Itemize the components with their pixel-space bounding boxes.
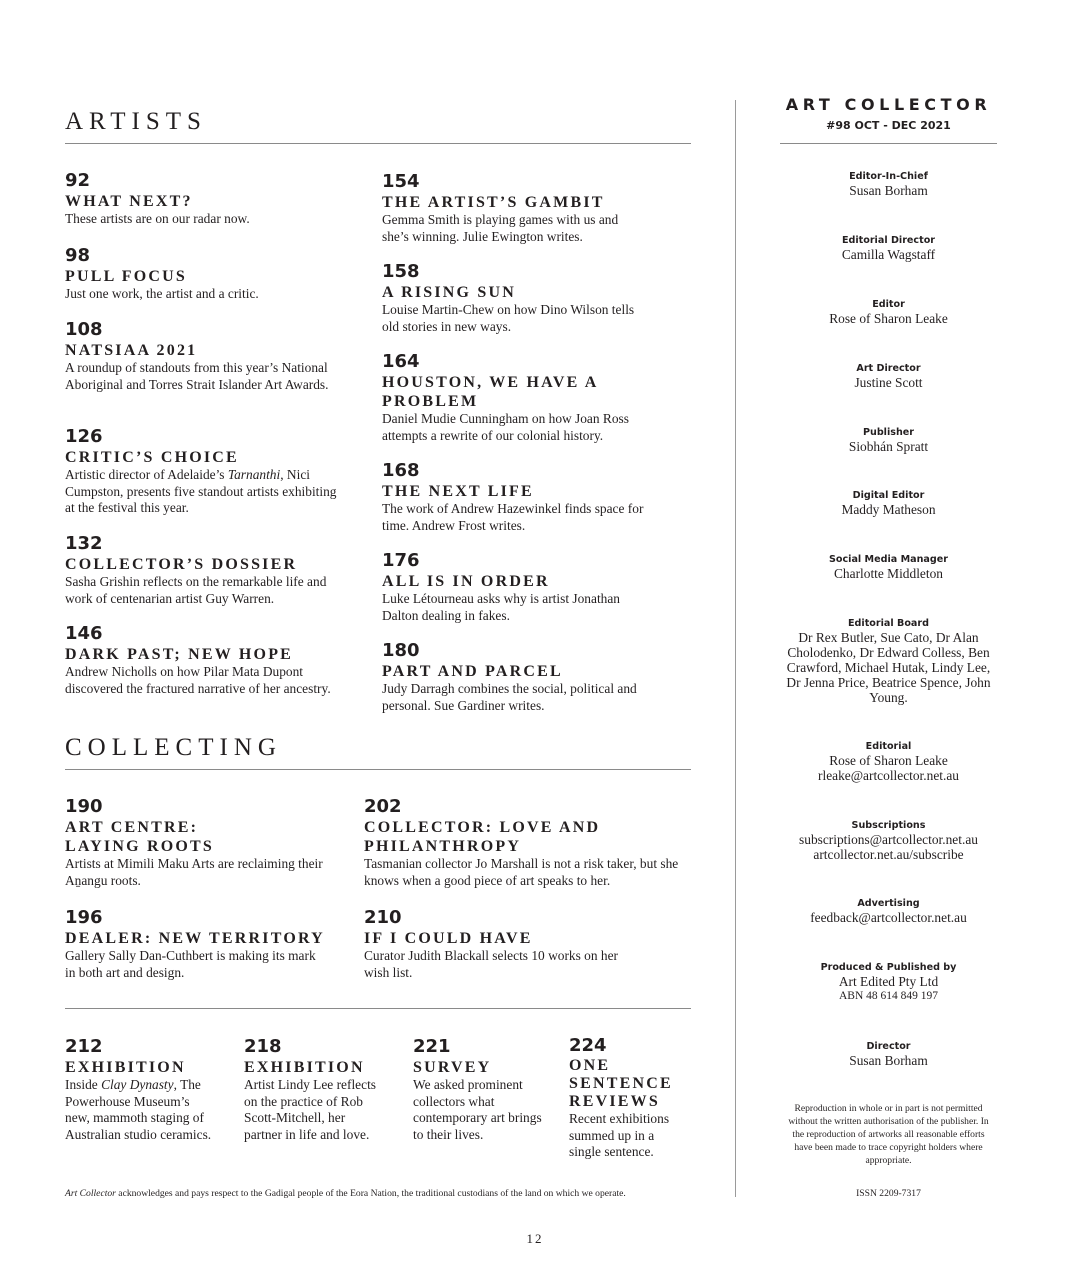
credit-value: Charlotte Middleton bbox=[834, 566, 943, 581]
page-number-footer: 12 bbox=[526, 1231, 544, 1246]
credit-editorial-board bbox=[780, 618, 997, 705]
article-title: THE ARTIST’S GAMBIT bbox=[382, 194, 605, 211]
credit-editor bbox=[780, 299, 997, 326]
credit-value: Art Edited Pty Ltd bbox=[838, 974, 939, 989]
article-description: Sasha Grishin reflects on the remarkable life and work of centenarian artist Guy Warren. bbox=[65, 574, 327, 606]
credit-label: Editor-In-Chief bbox=[849, 171, 928, 182]
article-description: A roundup of standouts from this year’s National Aboriginal and Torres Strait Islander Art Awards. bbox=[65, 360, 329, 392]
credit-publisher bbox=[780, 427, 997, 454]
article-description: The work of Andrew Hazewinkel finds space for time. Andrew Frost writes. bbox=[382, 501, 644, 533]
toc-entry-221[interactable] bbox=[413, 1037, 543, 1143]
credit-produced-published bbox=[780, 962, 997, 1004]
article-title: EXHIBITION bbox=[65, 1059, 186, 1076]
masthead-divider bbox=[780, 143, 997, 144]
credit-label: Editorial bbox=[865, 741, 912, 752]
article-description: Artist Lindy Lee reflects on the practice of Rob Scott-Mitchell, her partner in life and love. bbox=[244, 1077, 376, 1142]
credit-label: Produced & Published by bbox=[820, 962, 957, 973]
credit-art-director bbox=[780, 363, 997, 390]
article-title: PART AND PARCEL bbox=[382, 663, 563, 680]
credit-value: Rose of Sharon Leake bbox=[829, 753, 948, 768]
credit-value: Susan Borham bbox=[849, 183, 928, 198]
toc-entry-180[interactable] bbox=[382, 641, 652, 714]
credit-editor-in-chief bbox=[780, 171, 997, 198]
credit-value: Siobhán Spratt bbox=[848, 439, 929, 454]
credit-label: Art Director bbox=[856, 363, 921, 374]
article-title: EXHIBITION bbox=[244, 1059, 365, 1076]
article-title: DEALER: NEW TERRITORY bbox=[65, 930, 325, 947]
article-description: Gallery Sally Dan-Cuthbert is making its mark in both art and design. bbox=[65, 948, 316, 980]
toc-entry-210[interactable] bbox=[364, 908, 624, 981]
page-number: 98 bbox=[65, 245, 91, 266]
page-number: 218 bbox=[244, 1036, 282, 1057]
page-number: 108 bbox=[65, 319, 103, 340]
credit-digital-editor bbox=[780, 490, 997, 517]
toc-entry-168[interactable] bbox=[382, 461, 652, 534]
credit-value: Susan Borham bbox=[849, 1053, 928, 1068]
credit-editorial bbox=[780, 741, 997, 783]
masthead-issue: #98 OCT - DEC 2021 bbox=[826, 119, 951, 132]
toc-entry-212[interactable] bbox=[65, 1037, 215, 1143]
article-description: Artistic director of Adelaide’s Tarnanthi, Nici Cumpston, presents five standout artists exhibiting at the festival this year. bbox=[65, 467, 337, 515]
page-number: 92 bbox=[65, 170, 91, 191]
page-number: 180 bbox=[382, 640, 420, 661]
article-description: Andrew Nicholls on how Pilar Mata Dupont discovered the fractured narrative of her ancestry. bbox=[65, 664, 331, 696]
article-description: Artists at Mimili Maku Arts are reclaiming their Aṉangu roots. bbox=[65, 856, 323, 888]
toc-entry-108[interactable] bbox=[65, 320, 335, 393]
article-description: Curator Judith Blackall selects 10 works on her wish list. bbox=[364, 948, 618, 980]
credit-value: Rose of Sharon Leake bbox=[829, 311, 948, 326]
article-title: IF I COULD HAVE bbox=[364, 930, 533, 947]
toc-entry-158[interactable] bbox=[382, 262, 637, 335]
toc-entry-164[interactable] bbox=[382, 352, 652, 444]
article-title: HOUSTON, WE HAVE A PROBLEM bbox=[382, 374, 598, 410]
page-number: 221 bbox=[413, 1036, 451, 1057]
article-description: Luke Létourneau asks why is artist Jonathan Dalton dealing in fakes. bbox=[382, 591, 620, 623]
reproduction-notice: Reproduction in whole or in part is not permitted without the written authorisation of the publisher. In the reproduction of artworks all reasonable efforts have been made to trace copyright holders where appropriate. bbox=[788, 1103, 989, 1166]
article-description: We asked prominent collectors what contemporary art brings to their lives. bbox=[413, 1077, 542, 1142]
toc-entry-154[interactable] bbox=[382, 172, 647, 245]
credit-label: Editorial Board bbox=[848, 618, 929, 629]
article-title: SURVEY bbox=[413, 1059, 492, 1076]
collecting-divider bbox=[65, 769, 691, 770]
article-title: PULL FOCUS bbox=[65, 268, 188, 285]
toc-entry-190[interactable] bbox=[65, 797, 330, 889]
toc-entry-92[interactable] bbox=[65, 171, 355, 228]
credit-label: Subscriptions bbox=[851, 820, 926, 831]
page-number: 158 bbox=[382, 261, 420, 282]
page-number: 126 bbox=[65, 426, 103, 447]
credit-label: Advertising bbox=[857, 898, 920, 909]
credit-social-media-manager bbox=[780, 554, 997, 581]
collecting-heading: COLLECTING bbox=[65, 734, 282, 761]
credit-label: Editorial Director bbox=[841, 235, 936, 246]
credit-label: Editor bbox=[872, 299, 905, 310]
page-number: 190 bbox=[65, 796, 103, 817]
page-number: 168 bbox=[382, 460, 420, 481]
column-separator bbox=[735, 100, 736, 1197]
article-title: CRITIC’S CHOICE bbox=[65, 449, 239, 466]
credit-value: Justine Scott bbox=[854, 375, 923, 390]
toc-entry-202[interactable] bbox=[364, 797, 684, 889]
credit-value: Maddy Matheson bbox=[841, 502, 936, 517]
artists-heading: ARTISTS bbox=[65, 108, 207, 135]
page-number: 202 bbox=[364, 796, 402, 817]
toc-entry-126[interactable] bbox=[65, 427, 340, 517]
masthead-title: ART COLLECTOR bbox=[785, 95, 992, 114]
article-description: Louise Martin-Chew on how Dino Wilson tells old stories in new ways. bbox=[382, 302, 635, 334]
acknowledgement: Art Collector acknowledges and pays respect to the Gadigal people of the Eora Nation, the traditional custodians of the land on which we operate. bbox=[65, 1188, 626, 1199]
article-description: Just one work, the artist and a critic. bbox=[65, 286, 259, 301]
article-title: THE NEXT LIFE bbox=[382, 483, 534, 500]
article-title: COLLECTOR’S DOSSIER bbox=[65, 556, 298, 573]
credit-advertising bbox=[780, 898, 997, 925]
credit-value: Dr Rex Butler, Sue Cato, Dr Alan Cholodenko, Dr Edward Colless, Ben Crawford, Michael Hutak, Lindy Lee, Dr Jenna Price, Beatrice Spence, John Young. bbox=[786, 630, 991, 705]
page-number: 210 bbox=[364, 907, 402, 928]
credit-label: Digital Editor bbox=[852, 490, 925, 501]
credit-value: Camilla Wagstaff bbox=[841, 247, 936, 262]
page-number: 146 bbox=[65, 623, 103, 644]
article-description: Recent exhibitions summed up in a single sentence. bbox=[569, 1111, 670, 1159]
article-title: NATSIAA 2021 bbox=[65, 342, 198, 359]
credit-editorial-director bbox=[780, 235, 997, 262]
page-number: 224 bbox=[569, 1035, 607, 1056]
bottom-divider bbox=[65, 1008, 691, 1009]
issn: ISSN 2209-7317 bbox=[856, 1188, 921, 1199]
toc-entry-176[interactable] bbox=[382, 551, 652, 624]
toc-entry-146[interactable] bbox=[65, 624, 335, 697]
toc-entry-196[interactable] bbox=[65, 908, 325, 981]
article-title: WHAT NEXT? bbox=[65, 193, 193, 210]
article-title: ART CENTRE: LAYING ROOTS bbox=[65, 819, 214, 855]
artists-divider bbox=[65, 143, 691, 144]
toc-entry-132[interactable] bbox=[65, 534, 335, 607]
credit-label: Director bbox=[866, 1041, 911, 1052]
article-description: Judy Darragh combines the social, political and personal. Sue Gardiner writes. bbox=[382, 681, 637, 713]
article-title: ONE SENTENCE REVIEWS bbox=[569, 1057, 673, 1110]
article-title: ALL IS IN ORDER bbox=[382, 573, 550, 590]
article-description: Tasmanian collector Jo Marshall is not a risk taker, but she knows when a good piece of art speaks to her. bbox=[364, 856, 679, 888]
credit-link[interactable]: artcollector.net.au/subscribe bbox=[813, 847, 964, 862]
article-title: DARK PAST; NEW HOPE bbox=[65, 646, 294, 663]
article-description: Daniel Mudie Cunningham on how Joan Ross attempts a rewrite of our colonial history. bbox=[382, 411, 629, 443]
article-description: Gemma Smith is playing games with us and she’s winning. Julie Ewington writes. bbox=[382, 212, 619, 244]
credit-subscriptions bbox=[780, 820, 997, 862]
credit-label: Social Media Manager bbox=[828, 554, 949, 565]
page-number: 196 bbox=[65, 907, 103, 928]
credit-email[interactable]: rleake@artcollector.net.au bbox=[818, 768, 959, 783]
page-number: 154 bbox=[382, 171, 420, 192]
article-description: These artists are on our radar now. bbox=[65, 211, 250, 226]
credit-abn: ABN 48 614 849 197 bbox=[838, 990, 939, 1002]
page-number: 212 bbox=[65, 1036, 103, 1057]
article-title: COLLECTOR: LOVE AND PHILANTHROPY bbox=[364, 819, 601, 855]
article-title: A RISING SUN bbox=[382, 284, 516, 301]
toc-entry-98[interactable] bbox=[65, 246, 355, 303]
page-number: 132 bbox=[65, 533, 103, 554]
page-number: 164 bbox=[382, 351, 420, 372]
credit-email[interactable]: feedback@artcollector.net.au bbox=[810, 910, 967, 925]
credit-label: Publisher bbox=[862, 427, 915, 438]
toc-entry-218[interactable] bbox=[244, 1037, 379, 1143]
toc-entry-224[interactable] bbox=[569, 1036, 684, 1161]
credit-email[interactable]: subscriptions@artcollector.net.au bbox=[799, 832, 978, 847]
article-description: Inside Clay Dynasty, The Powerhouse Museum’s new, mammoth staging of Australian studio ceramics. bbox=[65, 1077, 212, 1142]
credit-director bbox=[780, 1041, 997, 1068]
page-number: 176 bbox=[382, 550, 420, 571]
